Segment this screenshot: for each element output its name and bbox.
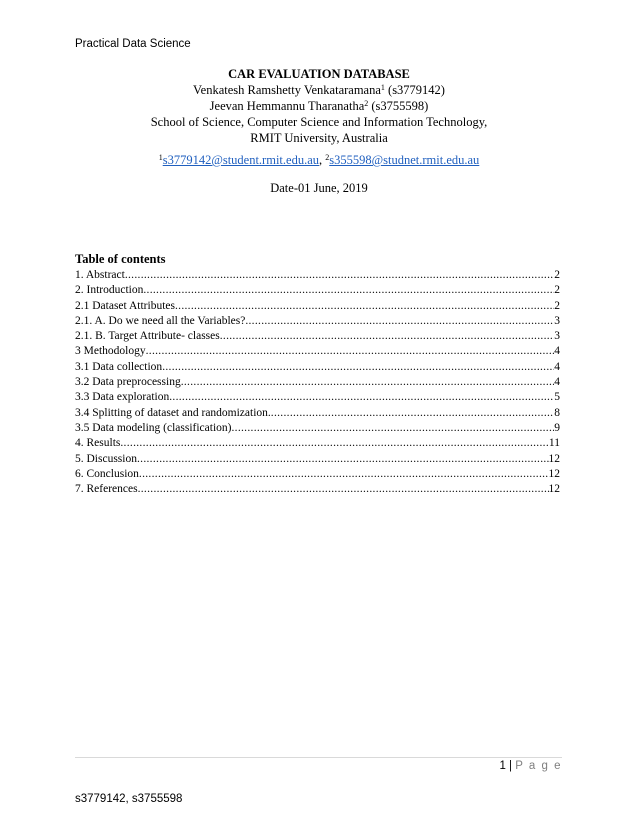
toc-entry-label: 3.2 Data preprocessing bbox=[75, 376, 181, 389]
toc-entry-data-collection[interactable] bbox=[75, 360, 560, 375]
toc-entry-label: 3.1 Data collection bbox=[75, 360, 163, 373]
toc-page-number: 2 bbox=[554, 299, 560, 312]
toc-page-number: 9 bbox=[554, 421, 560, 434]
author-line-1 bbox=[0, 82, 638, 98]
toc-entry-references[interactable] bbox=[75, 482, 560, 497]
email-separator: , bbox=[319, 153, 326, 167]
email-1-link[interactable]: s3779142@student.rmit.edu.au bbox=[162, 153, 319, 167]
date-line: Date-01 June, 2019 bbox=[270, 181, 368, 195]
toc-entry-label: 2. Introduction bbox=[75, 284, 144, 297]
toc-entry-data-exploration[interactable] bbox=[75, 390, 560, 405]
running-footer: s3779142, s3755598 bbox=[75, 793, 183, 805]
document-title: CAR EVALUATION DATABASE bbox=[228, 67, 410, 81]
toc-leader-dots bbox=[120, 436, 549, 451]
toc-leader-dots bbox=[146, 344, 555, 359]
toc-leader-dots bbox=[139, 467, 549, 482]
author-1-name: Venkatesh Ramshetty Venkataramana bbox=[193, 83, 381, 97]
toc-page-number: 4 bbox=[554, 360, 560, 373]
page-number-value: 1 bbox=[499, 760, 506, 772]
toc-leader-dots bbox=[220, 329, 555, 344]
toc-entry-label: 3.4 Splitting of dataset and randomization. bbox=[75, 406, 271, 419]
toc-page-number: 12 bbox=[548, 467, 560, 480]
title-block bbox=[0, 66, 638, 196]
toc-entry-splitting[interactable] bbox=[75, 406, 560, 421]
toc-leader-dots bbox=[138, 482, 549, 497]
toc-page-number: 5 bbox=[554, 391, 560, 404]
toc-entry-label: 6. Conclusion bbox=[75, 467, 139, 480]
email-2-marker: 2 bbox=[325, 153, 330, 162]
table-of-contents bbox=[75, 252, 560, 497]
toc-entry-label: 3.5 Data modeling (classification) bbox=[75, 421, 232, 434]
toc-entry-target-attribute[interactable] bbox=[75, 329, 560, 344]
toc-leader-dots bbox=[245, 314, 554, 329]
toc-entry-label: 3 Methodology bbox=[75, 345, 146, 358]
toc-page-number: 3 bbox=[554, 314, 560, 327]
email-2-link[interactable]: s355598@studnet.rmit.edu.au bbox=[329, 153, 480, 167]
toc-entry-variables[interactable] bbox=[75, 314, 560, 329]
toc-page-number: 8 bbox=[554, 406, 560, 419]
author-line-2 bbox=[0, 98, 638, 114]
toc-leader-dots bbox=[125, 268, 554, 283]
toc-leader-dots bbox=[143, 283, 554, 298]
toc-entry-label: 4. Results bbox=[75, 437, 121, 450]
toc-page-number: 4 bbox=[554, 376, 560, 389]
toc-entry-data-modeling[interactable] bbox=[75, 421, 560, 436]
toc-title: Table of contents bbox=[75, 252, 166, 266]
toc-page-number: 3 bbox=[554, 330, 560, 343]
toc-entry-introduction[interactable] bbox=[75, 283, 560, 298]
author-2-id: (s3755598) bbox=[368, 99, 429, 113]
page-number-separator: | bbox=[505, 760, 516, 772]
toc-leader-dots bbox=[175, 299, 554, 314]
toc-entry-abstract[interactable] bbox=[75, 268, 560, 283]
footer-divider bbox=[75, 757, 562, 758]
school-line: School of Science, Computer Science and Information Technology, bbox=[150, 115, 488, 129]
toc-page-number: 12 bbox=[548, 483, 560, 496]
toc-leader-dots bbox=[169, 390, 554, 405]
toc-entry-label: 2.1. A. Do we need all the Variables? bbox=[75, 314, 246, 327]
toc-entry-label: 5. Discussion bbox=[75, 452, 137, 465]
toc-entry-label: 2.1. B. Target Attribute- classes bbox=[75, 330, 220, 343]
toc-leader-dots bbox=[271, 406, 554, 421]
toc-page-number: 2 bbox=[554, 284, 560, 297]
email-1-marker: 1 bbox=[158, 153, 163, 162]
author-1-id: (s3779142) bbox=[384, 83, 445, 97]
toc-leader-dots bbox=[231, 421, 554, 436]
toc-page-number: 12 bbox=[548, 452, 560, 465]
toc-entry-label: 3.3 Data exploration bbox=[75, 391, 170, 404]
toc-entry-methodology[interactable] bbox=[75, 344, 560, 359]
toc-entry-discussion[interactable] bbox=[75, 452, 560, 467]
page-number bbox=[499, 760, 562, 772]
university-line: RMIT University, Australia bbox=[250, 131, 388, 145]
toc-entry-dataset-attributes[interactable] bbox=[75, 299, 560, 314]
toc-page-number: 4 bbox=[554, 345, 560, 358]
toc-entry-data-preprocessing[interactable] bbox=[75, 375, 560, 390]
toc-page-number: 2 bbox=[554, 269, 560, 281]
author-1-marker: 1 bbox=[380, 83, 385, 92]
author-2-name: Jeevan Hemmannu Tharanatha bbox=[209, 99, 365, 113]
author-2-marker: 2 bbox=[364, 99, 369, 108]
running-header: Practical Data Science bbox=[75, 38, 191, 50]
toc-page-number: 11 bbox=[548, 437, 560, 450]
toc-leader-dots bbox=[162, 360, 554, 375]
page-word: P a g e bbox=[515, 760, 562, 772]
toc-entry-conclusion[interactable] bbox=[75, 467, 560, 482]
toc-leader-dots bbox=[181, 375, 555, 390]
toc-entry-results[interactable] bbox=[75, 436, 560, 451]
toc-entry-label: 7. References bbox=[75, 483, 138, 496]
toc-entry-label: 1. Abstract bbox=[75, 269, 125, 281]
toc-leader-dots bbox=[137, 452, 549, 467]
email-line bbox=[0, 152, 638, 168]
toc-entry-label: 2.1 Dataset Attributes bbox=[75, 299, 175, 312]
